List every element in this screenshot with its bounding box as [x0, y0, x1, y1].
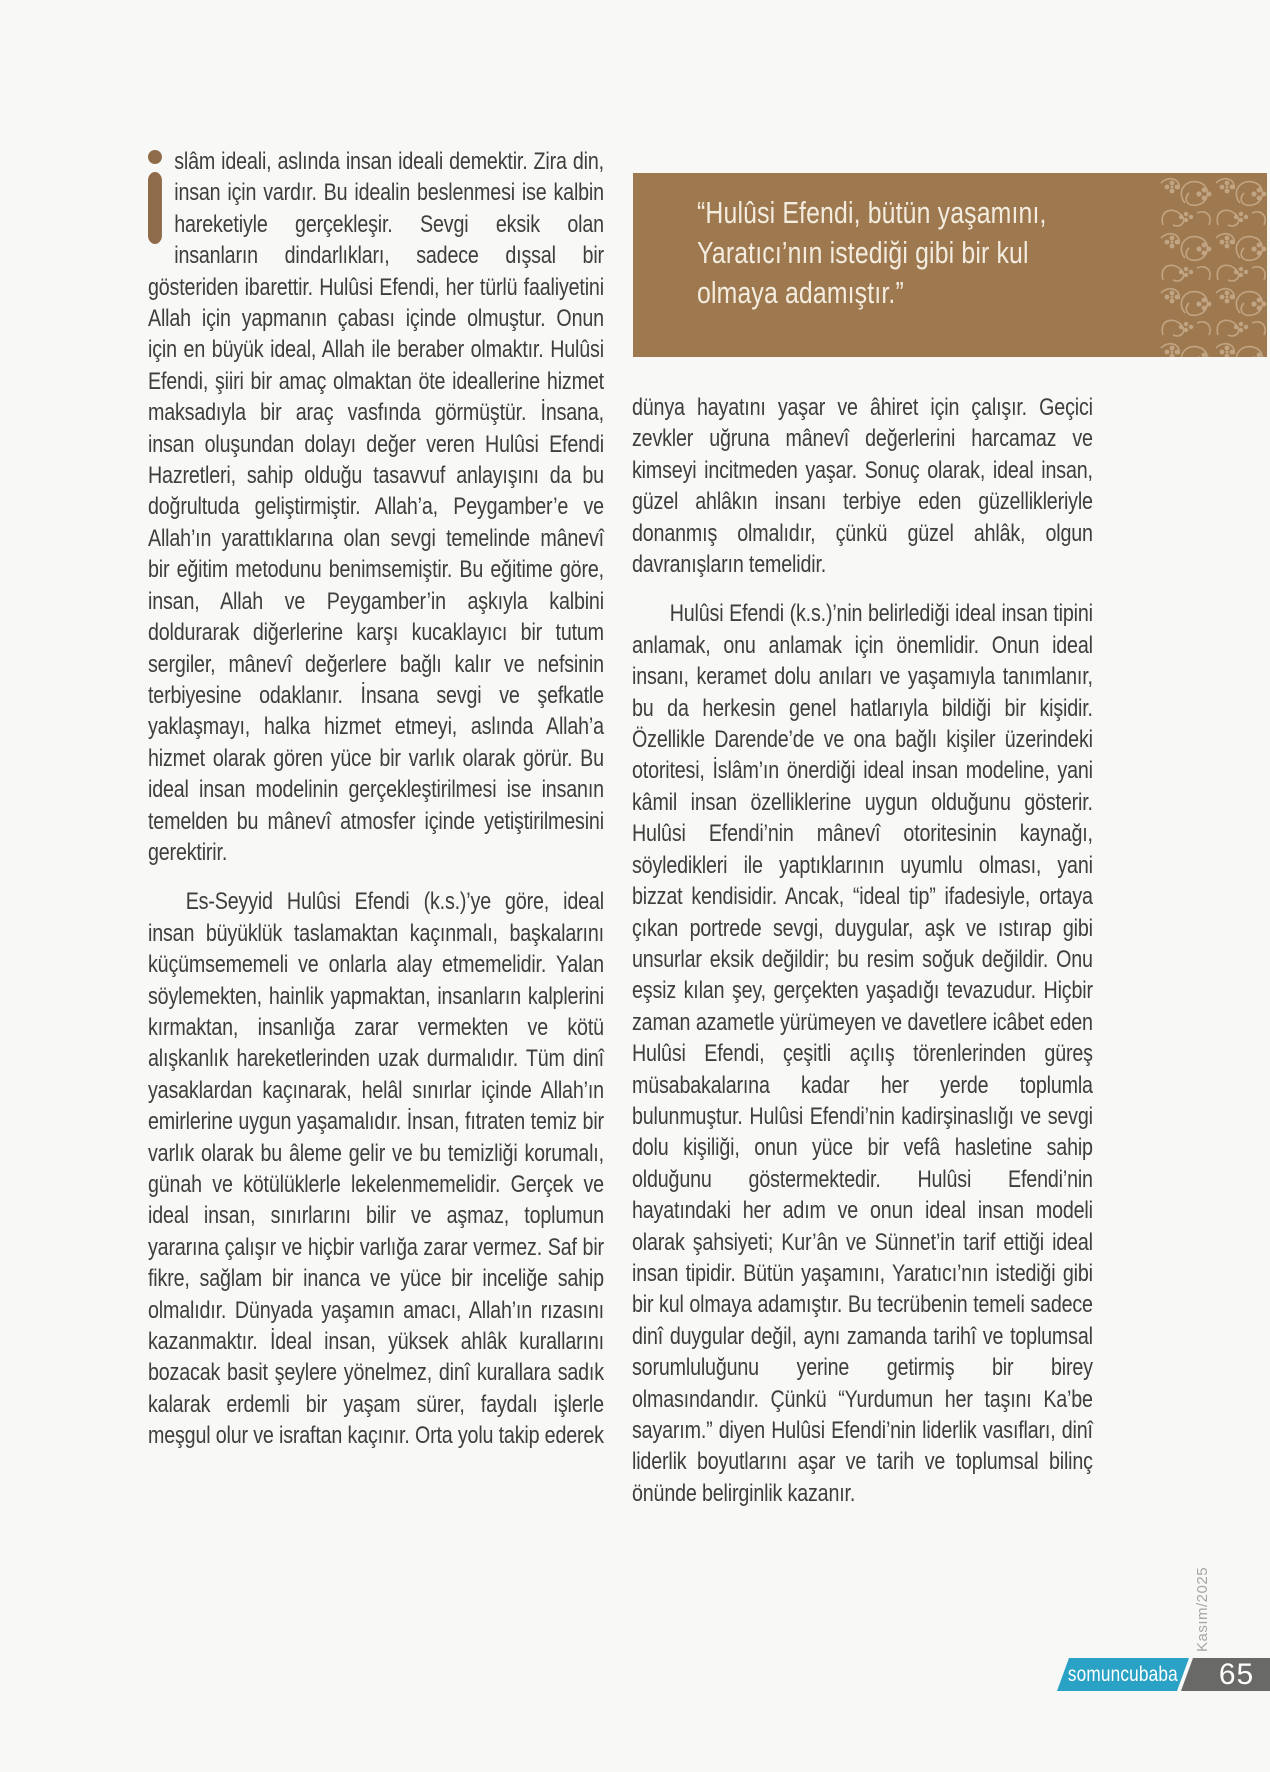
issue-date: Kasım/2025: [1194, 1566, 1211, 1652]
paragraph: dünya hayatını yaşar ve âhiret için çalışır. Geçici zevkler uğruna mânevî değerlerini harcamaz ve kimseyi incitmeden yaşar. Sonuç olarak, ideal insan, güzel ahlâkın insanı terbiye eden güzellikleriyle donanmış olmalıdır, çünkü güzel ahlâk, olgun davranışların temelidir.: [632, 394, 1093, 579]
pull-quote-box: [633, 173, 1267, 357]
pull-quote-line: “Hulûsi Efendi, bütün yaşamını,: [697, 195, 1047, 230]
magazine-logo: [1057, 1658, 1189, 1691]
drop-cap-dot: [148, 150, 162, 164]
right-column: [632, 392, 1093, 1527]
paragraph: Hulûsi Efendi (k.s.)’nin belirlediği ideal insan tipini anlamak, onu anlamak için önemlidir. Onun ideal insanı, keramet dolu anıları ve yaşamıyla tanımlanır, bu da herkesin genel hatlarıyla bildiği bir kişidir. Özellikle Darende’de ve ona bağlı kişiler üzerindeki otoritesi, İslâm’ın önerdiği ideal insan modeline, yani kâmil insan özelliklerine uygun olduğunu gösterir. Hulûsi Efendi’nin mânevî otoritesinin kaynağı, söyledikleri ile yaptıklarının uyumlu olması, yani bizzat kendisidir. Ancak, “ideal tip” ifadesiyle, ortaya çıkan portrede sevgi, duygular, aşk ve ıstırap gibi unsurlar eksik değildir; bu resim soğuk değildir. Onu eşsiz kılan şey, gerçekten yaşadığı tevazudur. Hiçbir zaman azametle yürümeyen ve davetlere icâbet eden Hulûsi Efendi, çeşitli açılış törenlerinden güreş müsabakalarına kadar her yerde toplumla bulunmuştur. Hulûsi Efendi’nin kadirşinaslığı ve sevgi dolu kişiliği, onun yüce bir vefâ hasletine sahip olduğunu göstermektedir. Hulûsi Efendi’nin hayatındaki her adım ve onun ideal insan modeli olarak şahsiyeti; Kur’ân ve Sünnet’in tarif ettiği ideal insan tipidir. Bütün yaşamını, Yaratıcı’nın istediği gibi bir kul olmaya adamıştır. Bu tecrübenin temeli sadece dinî duygular değil, aynı zamanda tarihî ve toplumsal sorumluluğunu yerine getirmiş bir birey olmasındandır. Çünkü “Yurdumun her taşını Ka’be sayarım.” diyen Hulûsi Efendi’nin liderlik vasıfları, dinî liderlik boyutlarını aşar ve tarih ve toplumsal bilinç önünde belirginlik kazanır.: [632, 600, 1093, 1507]
magazine-logo-text: somuncubaba: [1068, 1662, 1179, 1686]
drop-cap-bar: [148, 172, 162, 244]
drop-cap-letter-i: [148, 148, 163, 244]
paragraph: Es-Seyyid Hulûsi Efendi (k.s.)’ye göre, ideal insan büyüklük taslamaktan kaçınmalı, başkalarını küçümsememeli ve onlarla alay etmemelidir. Yalan söylemekten, hainlik yapmaktan, insanların kalplerini kırmaktan, insanlığa zarar vermekten ve kötü alışkanlık hareketlerinden uzak durmalıdır. Tüm dinî yasaklardan kaçınarak, helâl sınırlar içinde Allah’ın emirlerine uygun yaşamalıdır. İnsan, fıtraten temiz bir varlık olarak bu âleme gelir ve bu temizliği korumalı, günah ve kötülüklerle lekelenmemelidir. Gerçek ve ideal insan, sınırlarını bilir ve aşmaz, toplumun yararına çalışır ve hiçbir varlığa zarar vermez. Saf bir fikre, sağlam bir inanca ve yüce bir inceliğe sahip olmalıdır. Dünyada yaşamın amacı, Allah’ın rızasını kazanmaktır. İdeal insan, yüksek ahlâk kurallarını bozacak basit şeylere yönelmez, dinî kurallara sadık kalarak erdemli bir yaşam sürer, faydalı işlerle meşgul olur ve israftan kaçınır. Orta yolu takip ederek: [148, 888, 604, 1450]
left-column: [148, 146, 604, 1470]
paragraph: slâm ideali, aslında insan ideali demektir. Zira din, insan için vardır. Bu idealin beslenmesi ise kalbin hareketiyle gerçekleşir. Sevgi eksik olan insanların dindarlıkları, sadece dışsal bir gösteriden ibarettir. Hulûsi Efendi, her türlü faaliyetini Allah için yapmanın çabası içinde olmuştur. Onun için en büyük ideal, Allah ile beraber olmaktır. Hulûsi Efendi, şiiri bir amaç olmaktan öte ideallerine hizmet maksadıyla bir araç vasfında görmüştür. İnsana, insan oluşundan dolayı değer veren Hulûsi Efendi Hazretleri, sahip olduğu tasavvuf anlayışını da bu doğrultuda geliştirmiştir. Allah’a, Peygamber’e ve Allah’ın yarattıklarına olan sevgi temelinde mânevî bir eğitim metodunu benimsemiştir. Bu eğitime göre, insan, Allah ve Peygamber’in aşkıyla kalbini doldurarak diğerlerine karşı kucaklayıcı bir tutum sergiler, mânevî değerlere bağlı kalır ve nefsinin terbiyesine odaklanır. İnsana sevgi ve şefkatle yaklaşmayı, halka hizmet etmeyi, aslında Allah’a hizmet olarak gören yüce bir varlık olarak görür. Bu ideal insan modelinin gerçekleştirilmesi ise insanın temelden bu mânevî atmosfer içinde yetiştirilmesini gerektirir.: [148, 148, 604, 866]
page-number: 65: [1219, 1657, 1255, 1691]
pull-quote-text: [697, 193, 1217, 313]
pull-quote-line: Yaratıcı’nın istediği gibi bir kul: [697, 235, 1029, 270]
page-number-badge: [1181, 1658, 1270, 1691]
pull-quote-line: olmaya adamıştır.”: [697, 275, 904, 310]
floral-pattern: [1157, 173, 1267, 357]
